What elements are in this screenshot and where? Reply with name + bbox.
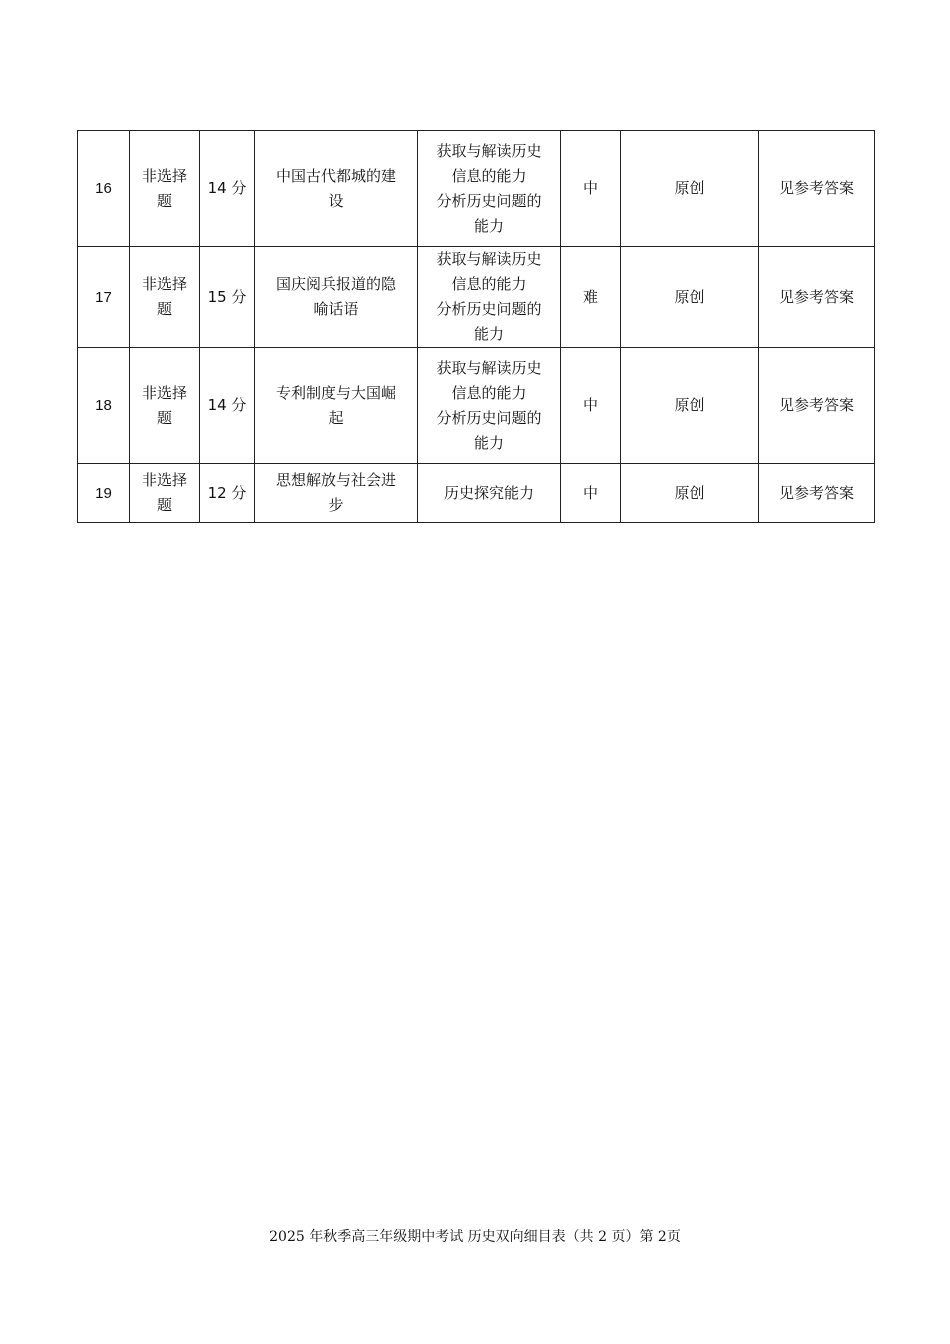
ability-line: 获取与解读历史 bbox=[436, 358, 542, 377]
question-type-line: 题 bbox=[156, 191, 172, 210]
content-cell bbox=[255, 348, 418, 464]
question-number-cell: 17 bbox=[78, 247, 130, 348]
score-cell: 14 分 bbox=[200, 348, 255, 464]
question-type-cell bbox=[130, 464, 200, 523]
question-type-line: 题 bbox=[156, 300, 172, 318]
ability-line: 获取与解读历史 bbox=[436, 141, 542, 160]
content-cell bbox=[255, 247, 418, 348]
content-line: 步 bbox=[328, 496, 344, 514]
difficulty-cell: 难 bbox=[561, 247, 621, 348]
question-type-line: 非选择 bbox=[141, 471, 187, 489]
difficulty-cell: 中 bbox=[561, 131, 621, 247]
score-cell: 12 分 bbox=[200, 464, 255, 523]
table-body bbox=[78, 131, 875, 523]
ability-cell bbox=[418, 464, 561, 523]
ability-line: 分析历史问题的 bbox=[436, 191, 542, 210]
score-cell: 15 分 bbox=[200, 247, 255, 348]
question-type-cell bbox=[130, 131, 200, 247]
ability-line: 获取与解读历史 bbox=[436, 250, 542, 268]
question-type-line: 非选择 bbox=[141, 275, 187, 293]
source-cell: 原创 bbox=[621, 131, 759, 247]
question-type-line: 题 bbox=[156, 496, 172, 514]
difficulty-cell: 中 bbox=[561, 464, 621, 523]
spec-table bbox=[77, 130, 875, 523]
question-number-cell: 19 bbox=[78, 464, 130, 523]
question-type-line: 非选择 bbox=[141, 166, 187, 185]
answer-cell: 见参考答案 bbox=[759, 247, 875, 348]
ability-cell bbox=[418, 247, 561, 348]
content-line: 国庆阅兵报道的隐 bbox=[275, 275, 396, 293]
ability-line: 分析历史问题的 bbox=[436, 300, 542, 318]
page-footer: 2025 年秋季高三年级期中考试 历史双向细目表（共 2 页）第 2页 bbox=[269, 1229, 681, 1245]
content-cell bbox=[255, 464, 418, 523]
content-line: 中国古代都城的建 bbox=[275, 166, 396, 185]
answer-cell: 见参考答案 bbox=[759, 131, 875, 247]
ability-line: 信息的能力 bbox=[451, 275, 527, 293]
source-cell: 原创 bbox=[621, 348, 759, 464]
content-line: 设 bbox=[328, 191, 344, 210]
answer-cell: 见参考答案 bbox=[759, 348, 875, 464]
ability-line: 能力 bbox=[473, 216, 504, 235]
question-type-line: 非选择 bbox=[141, 383, 187, 402]
ability-line: 分析历史问题的 bbox=[436, 408, 542, 427]
source-cell: 原创 bbox=[621, 464, 759, 523]
difficulty-cell: 中 bbox=[561, 348, 621, 464]
ability-cell bbox=[418, 131, 561, 247]
question-number-cell: 18 bbox=[78, 348, 130, 464]
ability-line: 历史探究能力 bbox=[443, 483, 534, 502]
source-cell: 原创 bbox=[621, 247, 759, 348]
ability-line: 信息的能力 bbox=[451, 383, 527, 402]
ability-line: 能力 bbox=[473, 325, 504, 343]
answer-cell: 见参考答案 bbox=[759, 464, 875, 523]
table-row bbox=[78, 348, 875, 464]
question-type-cell bbox=[130, 247, 200, 348]
ability-line: 能力 bbox=[473, 433, 504, 452]
content-line: 喻话语 bbox=[313, 300, 359, 318]
content-line: 起 bbox=[328, 408, 344, 427]
ability-line: 信息的能力 bbox=[451, 166, 527, 185]
ability-cell bbox=[418, 348, 561, 464]
content-line: 专利制度与大国崛 bbox=[275, 383, 396, 402]
content-line: 思想解放与社会进 bbox=[275, 471, 396, 489]
table-row bbox=[78, 464, 875, 523]
question-type-cell bbox=[130, 348, 200, 464]
content-cell bbox=[255, 131, 418, 247]
table-row bbox=[78, 247, 875, 348]
table-row bbox=[78, 131, 875, 247]
question-type-line: 题 bbox=[156, 408, 172, 427]
score-cell: 14 分 bbox=[200, 131, 255, 247]
question-number-cell: 16 bbox=[78, 131, 130, 247]
